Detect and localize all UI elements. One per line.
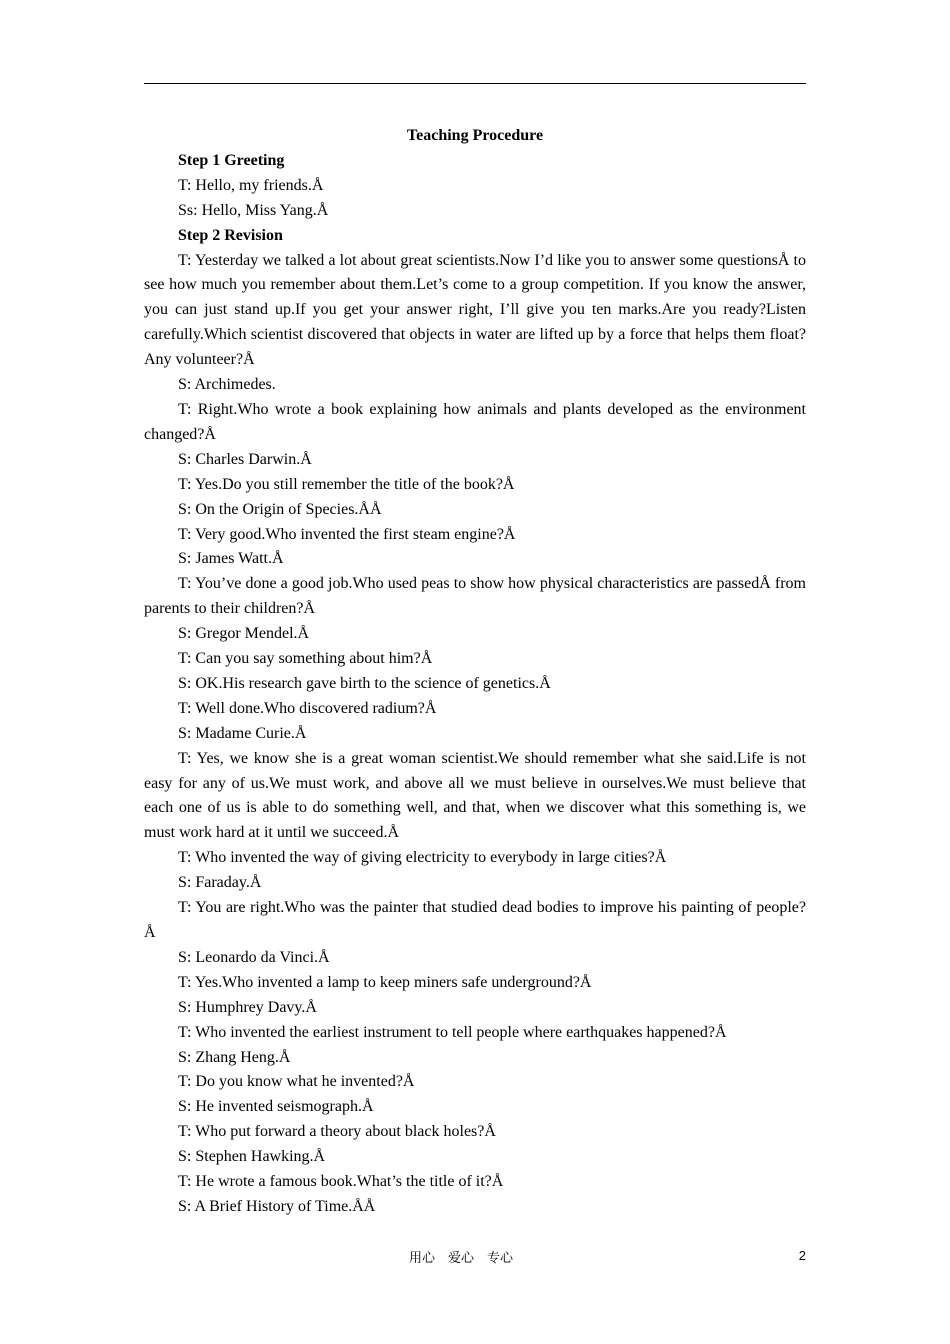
dialogue-line: T: You are right.Who was the painter that studied dead bodies to improve his painting of people?Å [144, 899, 806, 941]
dialogue-line: T: He wrote a famous book.What’s the title of it?Å [178, 1173, 504, 1191]
dialogue-line: S: Stephen Hawking.Å [178, 1148, 326, 1166]
document-body [144, 124, 806, 1220]
dialogue-line: S: Charles Darwin.Å [178, 450, 312, 468]
header-rule [144, 83, 806, 84]
step-heading: Step 1 Greeting [178, 151, 285, 169]
dialogue-line: S: Zhang Heng.Å [178, 1048, 291, 1066]
section-step-2 [144, 224, 806, 1220]
dialogue-line: T: Yes.Do you still remember the title of the book?Å [178, 475, 515, 493]
dialogue-line: Ss: Hello, Miss Yang.Å [178, 201, 329, 219]
dialogue-line: T: Yes.Who invented a lamp to keep miners safe underground?Å [178, 973, 592, 991]
dialogue-line: S: OK.His research gave birth to the science of genetics.Å [178, 674, 551, 692]
dialogue-line: S: Humphrey Davy.Å [178, 998, 317, 1016]
dialogue-line: T: Do you know what he invented?Å [178, 1073, 415, 1091]
dialogue-line: S: A Brief History of Time.ÅÅ [178, 1197, 376, 1215]
dialogue-line: T: Hello, my friends.Å [178, 176, 324, 194]
dialogue-line: S: Gregor Mendel.Å [178, 625, 310, 643]
dialogue-line: T: Can you say something about him?Å [178, 650, 433, 668]
dialogue-line: S: James Watt.Å [178, 550, 284, 568]
section-step-1 [144, 149, 806, 224]
page-title: Teaching Procedure [406, 127, 544, 144]
dialogue-line: T: Yesterday we talked a lot about great scientists.Now I’d like you to answer some questionsÅ to see how much you remember about them.Let’s come to a group competition. If you know the answer, you can just stand up.If you get your answer right, I’ll give you ten marks.Are you ready?Listen carefully.Which scientist discovered that objects in water are lifted up by a force that helps them float?Any volunteer?Å [144, 251, 806, 369]
dialogue-line: T: Yes, we know she is a great woman scientist.We should remember what she said.Life is not easy for any of us.We must work, and above all we must believe in ourselves.We must believe that each one of us is able to do something well, and that, when we discover what this something is, we must work hard at it until we succeed.Å [144, 749, 806, 842]
dialogue-line: S: Leonardo da Vinci.Å [178, 948, 330, 966]
dialogue-line: T: Who invented the earliest instrument to tell people where earthquakes happened?Å [178, 1023, 727, 1041]
dialogue-line: S: He invented seismograph.Å [178, 1098, 374, 1116]
dialogue-line: S: Madame Curie.Å [178, 724, 307, 742]
dialogue-line: T: Right.Who wrote a book explaining how animals and plants developed as the environment changed?Å [144, 400, 806, 443]
dialogue-line: T: You’ve done a good job.Who used peas to show how physical characteristics are passedÅ from parents to their children?Å [144, 575, 806, 618]
dialogue-line: T: Very good.Who invented the first steam engine?Å [178, 525, 516, 543]
dialogue-line: T: Who put forward a theory about black holes?Å [178, 1123, 496, 1141]
page-number: 2 [798, 1248, 806, 1263]
dialogue-line: T: Well done.Who discovered radium?Å [178, 699, 437, 717]
dialogue-line: S: Faraday.Å [178, 874, 262, 892]
step-heading: Step 2 Revision [178, 226, 283, 244]
dialogue-line: S: On the Origin of Species.ÅÅ [178, 500, 382, 518]
dialogue-line: T: Who invented the way of giving electricity to everybody in large cities?Å [178, 849, 667, 867]
dialogue-line: S: Archimedes. [178, 376, 276, 394]
footer-motto: 用心 爱心 专心 [408, 1251, 513, 1266]
